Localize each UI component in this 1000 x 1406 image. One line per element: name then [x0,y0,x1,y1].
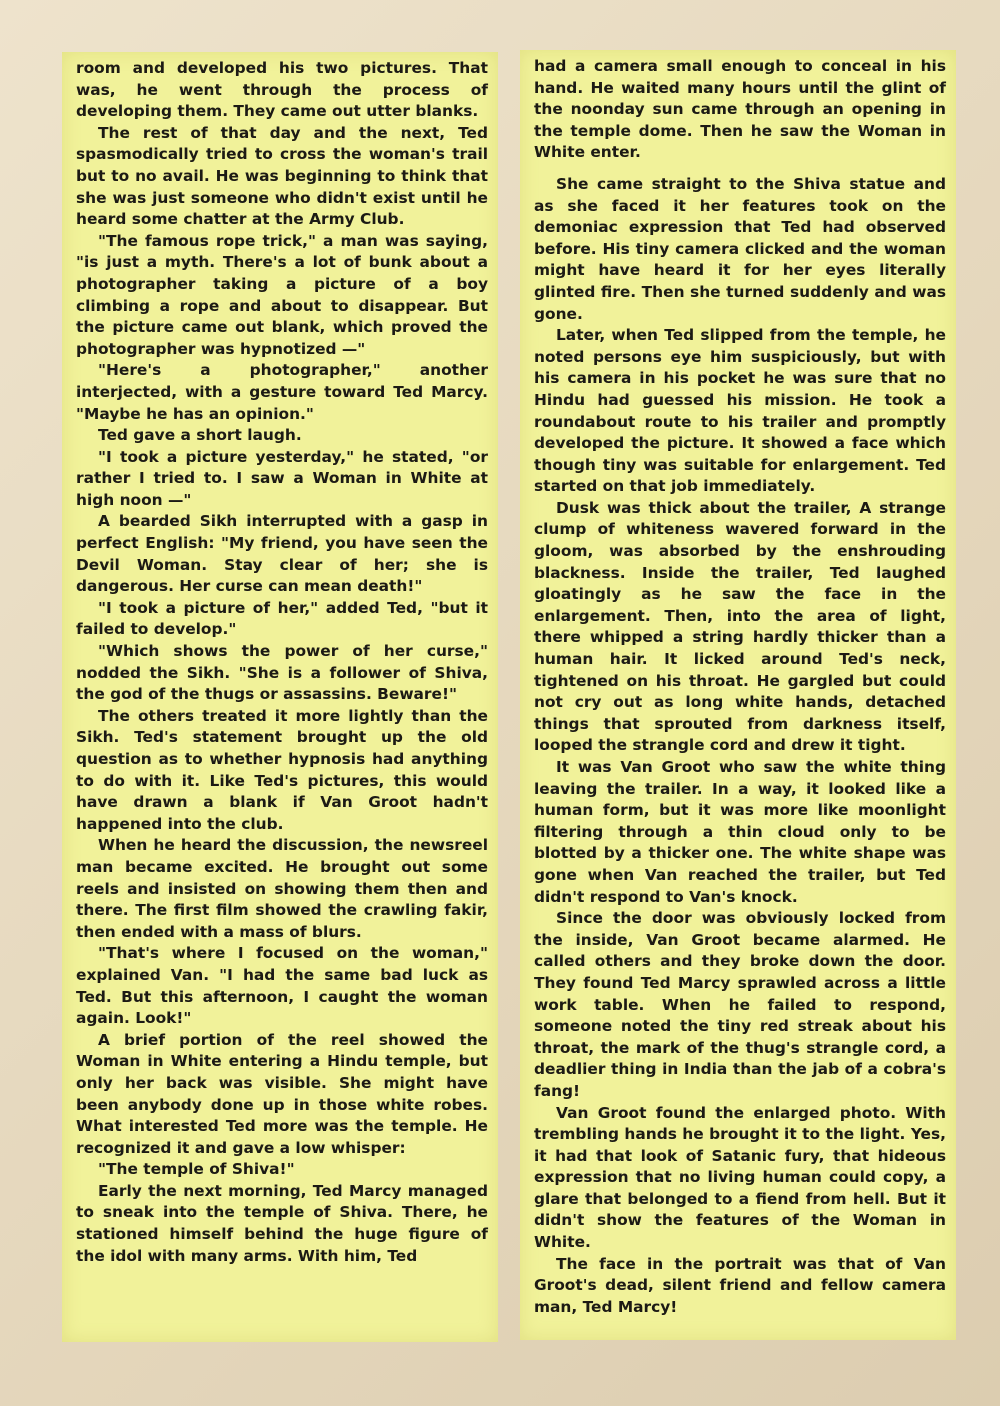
paragraph: The face in the portrait was that of Van Groot's dead, silent friend and fellow camera man, Ted Marcy! [534,1254,946,1316]
paragraph: "Here's a photographer," another interjected, with a gesture toward Ted Marcy. "Maybe he has an opinion." [76,361,488,423]
right-text-column [520,50,956,1340]
paragraph: Ted gave a short laugh. [98,426,302,445]
paragraph: The rest of that day and the next, Ted spasmodically tried to cross the woman's trail but to no avail. He was beginning to think that she was just someone who didn't exist until he heard some chatter at the Army Club. [76,123,488,229]
paragraph: "The famous rope trick," a man was saying, "is just a myth. There's a lot of bunk about a photographer taking a picture of a boy climbing a rope and about to disappear. But the picture came out blank, which proved the photographer was hypnotized —" [76,231,488,358]
paragraph: When he heard the discussion, the newsreel man became excited. He brought out some reels and insisted on showing them then and there. The first film showed the crawling fakir, then ended with a mass of blurs. [76,836,488,941]
paragraph: "That's where I focused on the woman," explained Van. "I had the same bad luck as Ted. But this afternoon, I caught the woman again. Look!" [76,944,488,1028]
paragraph: Early the next morning, Ted Marcy managed to sneak into the temple of Shiva. There, he stationed himself behind the huge figure of the idol with many arms. With him, Ted [76,1181,488,1265]
paragraph: A brief portion of the reel showed the Woman in White entering a Hindu temple, but only her back was visible. She might have been anybody done up in those white robes. What interested Ted more was the temple. He recognized it and gave a low whisper: [76,1030,488,1157]
paragraph: Later, when Ted slipped from the temple, he noted persons eye him suspiciously, but with his camera in his pocket he was sure that no Hindu had guessed his mission. He took a roundabout route to his trailer and promptly developed the picture. It showed a face which though tiny was suitable for enlargement. Ted started on that job immediately. [534,326,946,496]
paragraph: Since the door was obviously locked from the inside, Van Groot became alarmed. He called others and they broke down the door. They found Ted Marcy sprawled across a little work table. When he failed to respond, someone noted the tiny red streak about his throat, the mark of the thug's strangle cord, a deadlier thing in India than the jab of a cobra's fang! [534,909,946,1100]
paragraph: "The temple of Shiva!" [98,1160,295,1179]
paragraph: Dusk was thick about the trailer, A strange clump of whiteness wavered forward in the gloom, was absorbed by the enshrouding blackness. Inside the trailer, Ted laughed gloatingly as he saw the face in the enlargement. Then, into the area of light, there whipped a string hardly thicker than a human hair. It licked around Ted's neck, tightened on his throat. He gargled but could not cry out as long white hands, detached things that sprouted from darkness itself, looped the strangle cord and drew it tight. [534,498,946,755]
paragraph: "Which shows the power of her curse," nodded the Sikh. "She is a follower of Shiva, the god of the thugs or assassins. Beware!" [76,642,488,704]
left-text-column [62,52,498,1342]
paragraph: Van Groot found the enlarged photo. With trembling hands he brought it to the light. Yes, it had that look of Satanic fury, that hideous expression that no living human could copy, a glare that belonged to a fiend from hell. But it didn't show the features of the Woman in White. [534,1103,946,1252]
paragraph: She came straight to the Shiva statue and as she faced it her features took on the demoniac expression that Ted had observed before. His tiny camera clicked and the woman might have heard it for her eyes literally glinted fire. Then she turned suddenly and was gone. [534,174,946,323]
paragraph: "I took a picture yesterday," he stated, "or rather I tried to. I saw a Woman in White at high noon —" [76,447,488,509]
paragraph: The others treated it more lightly than the Sikh. Ted's statement brought up the old question as to whether hypnosis had anything to do with it. Like Ted's pictures, this would have drawn a blank if Van Groot hadn't happened into the club. [76,706,488,833]
paragraph: room and developed his two pictures. That was, he went through the process of developing them. They came out utter blanks. [76,59,488,121]
paragraph: A bearded Sikh interrupted with a gasp in perfect English: "My friend, you have seen the Devil Woman. Stay clear of her; she is dangerous. Her curse can mean death!" [76,512,488,596]
paragraph: had a camera small enough to conceal in his hand. He waited many hours until the glint of the noonday sun came through an opening in the temple dome. Then he saw the Woman in White enter. [534,57,946,162]
paragraph: It was Van Groot who saw the white thing leaving the trailer. In a way, it looked like a human form, but it was more like moonlight filtering through a thin cloud only to be blotted by a thicker one. The white shape was gone when Van reached the trailer, but Ted didn't respond to Van's knock. [534,758,946,906]
paragraph: "I took a picture of her," added Ted, "but it failed to develop." [76,598,488,639]
